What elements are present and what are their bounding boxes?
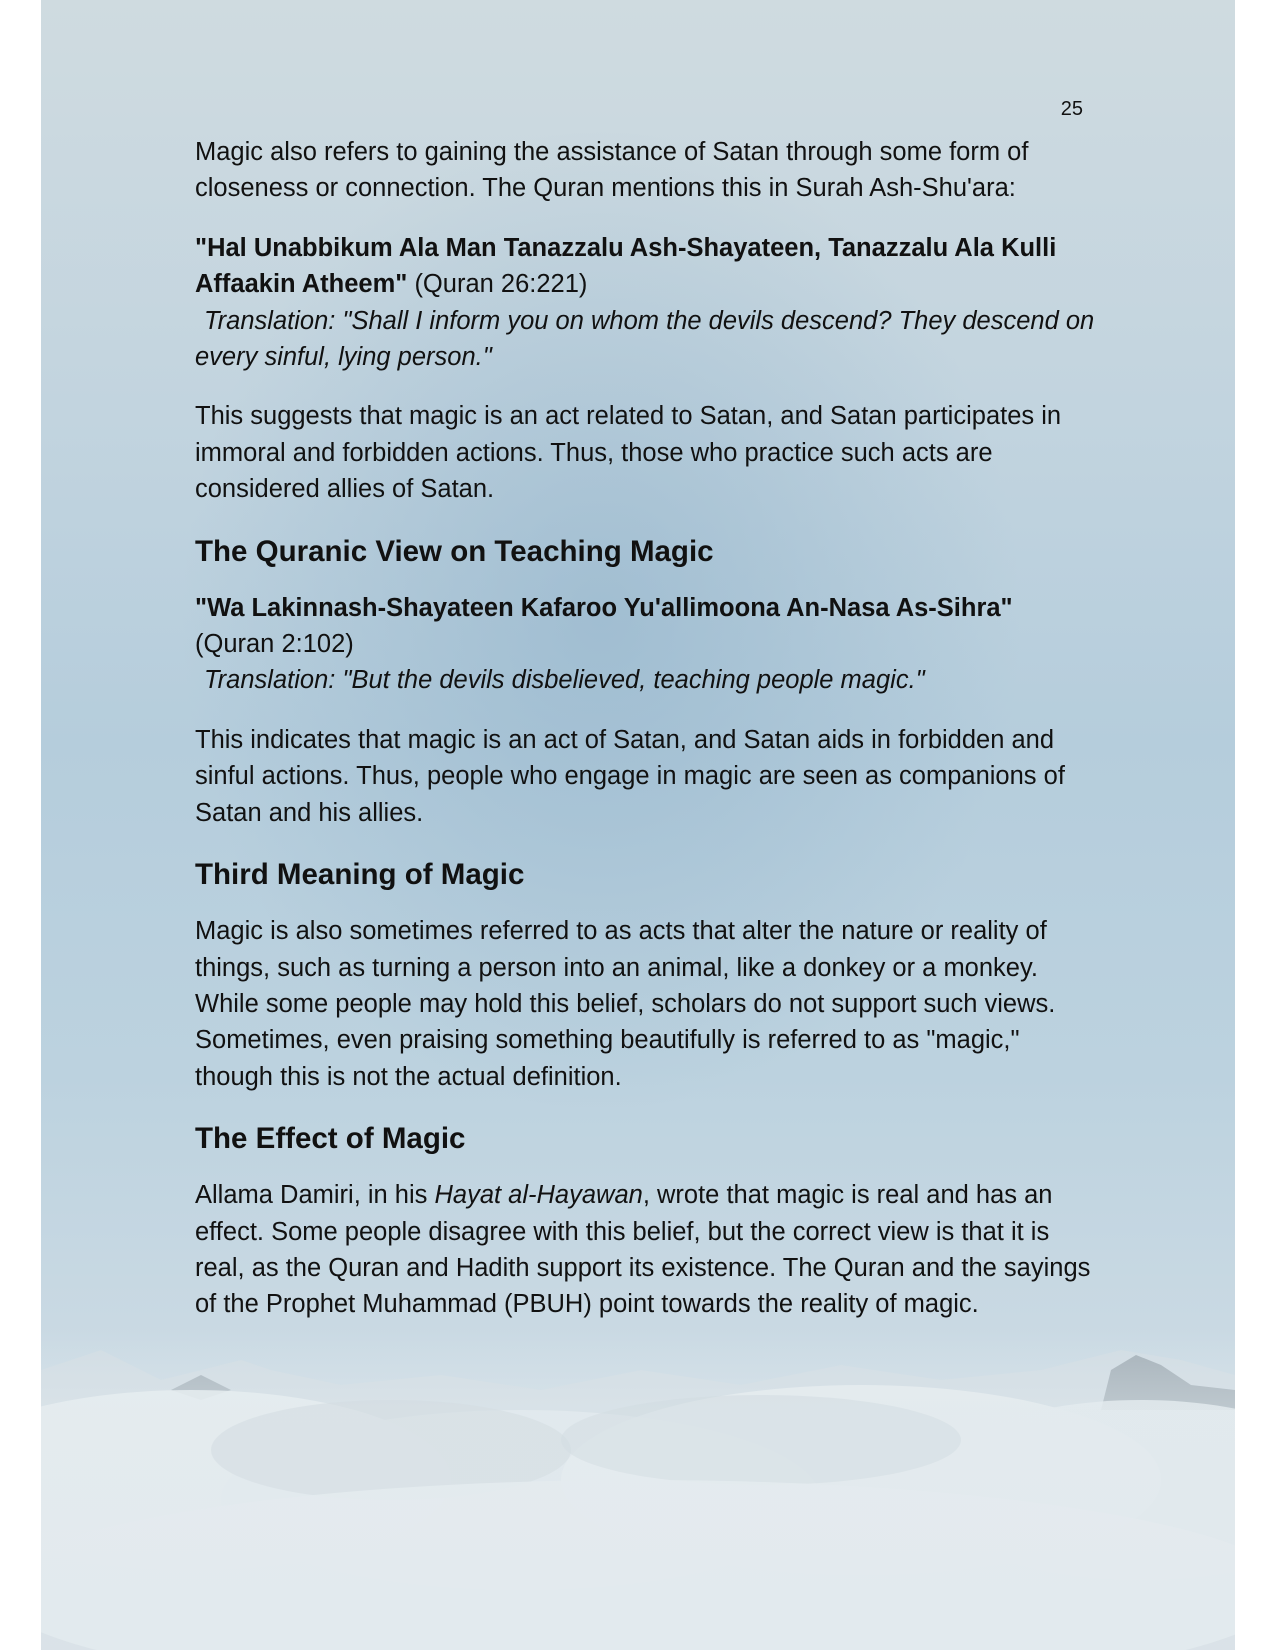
verse-2-text: "Wa Lakinnash-Shayateen Kafaroo Yu'allimoona An-Nasa As-Sihra" bbox=[195, 593, 1013, 622]
heading-quranic-view: The Quranic View on Teaching Magic bbox=[195, 534, 714, 568]
verse-block-1 bbox=[195, 230, 1095, 376]
paragraph-4: Magic is also sometimes referred to as acts that alter the nature or reality of things, such as turning a person into an animal, like a donkey or a monkey. While some people may hold this belief, scholars do not support such views. Sometimes, even praising something beautifully is referred to as "magic," though this is not the actual definition. bbox=[195, 917, 1056, 1091]
verse-1-reference: (Quran 26:221) bbox=[407, 270, 588, 299]
paragraph-5 bbox=[195, 1177, 1095, 1323]
paragraph-2: This suggests that magic is an act related to Satan, and Satan participates in immoral and forbidden actions. Thus, those who practice such acts are considered allies of Satan. bbox=[195, 402, 1062, 504]
heading-effect-of-magic: The Effect of Magic bbox=[195, 1122, 466, 1156]
page-number: 25 bbox=[1060, 98, 1083, 120]
verse-block-2 bbox=[195, 590, 1095, 699]
heading-third-meaning: Third Meaning of Magic bbox=[195, 858, 525, 892]
verse-2-translation: Translation: "But the devils disbelieved, teaching people magic." bbox=[204, 666, 925, 695]
paragraph-3: This indicates that magic is an act of Satan, and Satan aids in forbidden and sinful actions. Thus, people who engage in magic are seen as companions of Satan and his allies. bbox=[195, 725, 1065, 827]
verse-2-reference: (Quran 2:102) bbox=[195, 630, 354, 659]
intro-paragraph: Magic also refers to gaining the assistance of Satan through some form of closeness or connection. The Quran mentions this in Surah Ash-Shu'ara: bbox=[195, 138, 1029, 203]
cloud-background bbox=[41, 1330, 1235, 1650]
page-content bbox=[195, 134, 1095, 1346]
book-title: Hayat al-Hayawan bbox=[434, 1181, 643, 1210]
paragraph-5-start: Allama Damiri, in his bbox=[195, 1181, 435, 1210]
paragraph-5-end: , wrote that magic is real and has an effect. Some people disagree with this belief, but the correct view is that it is real, as the Quran and Hadith support its existence. The Quran and the sayings of the Prophet Muhammad (PBUH) point towards the reality of magic. bbox=[195, 1181, 1091, 1319]
verse-1-text: "Hal Unabbikum Ala Man Tanazzalu Ash-Shayateen, Tanazzalu Ala Kulli Affaakin Atheem" bbox=[195, 233, 1057, 299]
verse-1-translation: Translation: "Shall I inform you on whom the devils descend? They descend on every sinful, lying person." bbox=[195, 306, 1095, 372]
document-page bbox=[41, 0, 1235, 1650]
